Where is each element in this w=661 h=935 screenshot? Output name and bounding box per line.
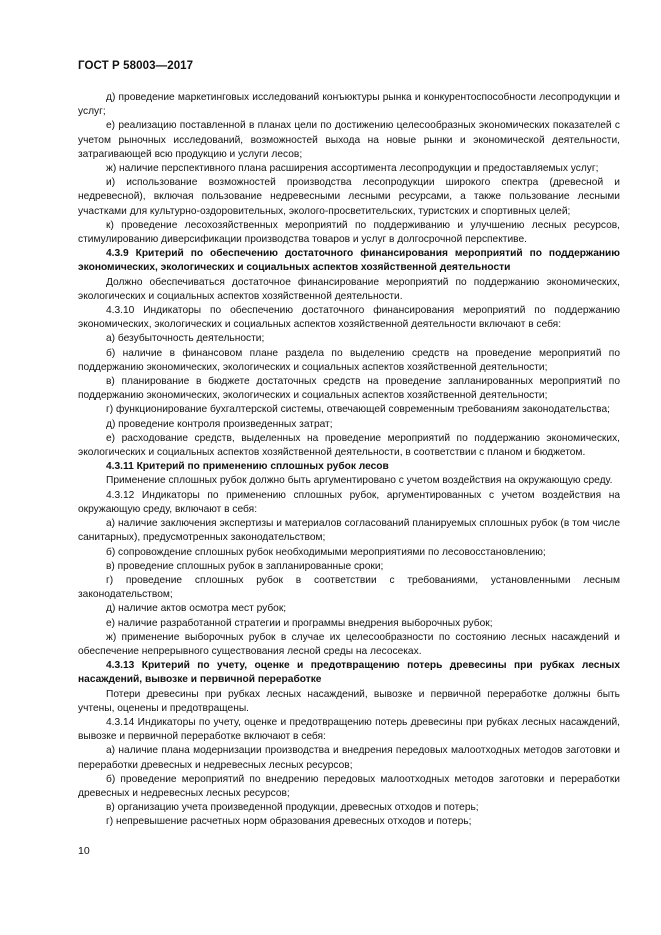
paragraph: д) наличие актов осмотра мест рубок; <box>106 603 287 615</box>
paragraph: а) безубыточность деятельности; <box>106 333 265 345</box>
paragraph: б) наличие в финансовом плане раздела по выделению средств на проведение мероприятий по поддержанию экономических, экологических и социальных аспектов хозяйственной деятельности; <box>78 347 620 373</box>
paragraph: е) реализацию поставленной в планах цели по достижению целесообразных экономических показателей с учетом рыночных исследований, возможностей выхода на новые рынки и экономической деятельности, затрагивающей всю продукцию и услуги лесов; <box>78 120 620 160</box>
paragraph: е) расходование средств, выделенных на проведение мероприятий по поддержанию экономических, экологических и социальных аспектов хозяйственной деятельности, в соответствии с планом и бюджетом. <box>78 432 620 459</box>
section-heading: 4.3.13 Критерий по учету, оценке и предотвращению потерь древесины при рубках лесных насаждений, вывозке и первичной переработке <box>78 660 620 686</box>
paragraph: е) наличие разработанной стратегии и программы внедрения выборочных рубок; <box>106 617 493 629</box>
paragraph: г) проведение сплошных рубок в соответствии с требованиями, установленными лесным законодательством; <box>78 574 620 601</box>
paragraph: в) планирование в бюджете достаточных средств на проведение запланированных мероприятий по поддержанию экономических, экологических и социальных аспектов хозяйственной деятельности; <box>78 376 620 402</box>
section-heading: 4.3.9 Критерий по обеспечению достаточного финансирования мероприятий по поддержанию экономических, экологических и социальных аспектов хозяйственной деятельности <box>78 248 620 274</box>
paragraph: д) проведение контроля произведенных затрат; <box>106 418 333 430</box>
paragraph: к) проведение лесохозяйственных мероприятий по поддерживанию и улучшению лесных ресурсов, стимулированию диверсификации производства товаров и услуг в долгосрочной перспективе. <box>78 219 620 246</box>
paragraph: 4.3.14 Индикаторы по учету, оценке и предотвращению потерь древесины при рубках лесных насаждений, вывозке и первичной переработке включают в себя: <box>78 716 620 743</box>
paragraph: в) проведение сплошных рубок в запланированные сроки; <box>106 560 384 572</box>
paragraph: а) наличие заключения экспертизы и материалов согласований планируемых сплошных рубок (в том числе санитарных), предусмотренных законодательством; <box>78 518 620 544</box>
paragraph: б) сопровождение сплошных рубок необходимыми мероприятиями по лесовосстановлению; <box>106 546 546 558</box>
paragraph: Должно обеспечиваться достаточное финансирование мероприятий по поддержанию экономических, экологических и социальных аспектов хозяйственной деятельности. <box>78 276 620 302</box>
paragraph: б) проведение мероприятий по внедрению передовых малоотходных методов заготовки и переработки древесных и недревесных лесных ресурсов; <box>78 773 620 799</box>
page-number: 10 <box>78 845 90 857</box>
paragraph: д) проведение маркетинговых исследований конъюктуры рынка и конкурентоспособности лесопродукции и услуг; <box>78 92 620 118</box>
document-header: ГОСТ Р 58003—2017 <box>78 60 194 72</box>
paragraph: ж) наличие перспективного плана расширения ассортимента лесопродукции и предоставляемых услуг; <box>106 163 599 175</box>
paragraph: и) использование возможностей производства лесопродукции широкого спектра (древесной и недревесной), включая пользование недревесными лесными ресурсами, а также пользование лесными участками для культурно-оздоровительных, эколого-просветительских, туристских и спортивных целей; <box>78 177 620 217</box>
paragraph: в) организацию учета произведенной продукции, древесных отходов и потерь; <box>106 802 479 814</box>
paragraph: ж) применение выборочных рубок в случае их целесообразности по состоянию лесных насаждений и обеспечение непрерывного существования лесной среды на лесосеках. <box>78 631 620 657</box>
paragraph: Применение сплошных рубок должно быть аргументировано с учетом воздействия на окружающую среду. <box>106 475 613 487</box>
paragraph: а) наличие плана модернизации производства и внедрения передовых малоотходных методов заготовки и переработки древесных и недревесных лесных ресурсов; <box>78 745 620 771</box>
paragraph: 4.3.12 Индикаторы по применению сплошных рубок, аргументированных с учетом воздействия на окружающую среду, включают в себя: <box>78 489 620 515</box>
paragraph: 4.3.10 Индикаторы по обеспечению достаточного финансирования мероприятий по поддержанию экономических, экологических и социальных аспектов хозяйственной деятельности включают в себя: <box>78 305 620 331</box>
document-body <box>78 91 620 830</box>
section-heading: 4.3.11 Критерий по применению сплошных рубок лесов <box>106 461 389 473</box>
paragraph: г) функционирование бухгалтерской системы, отвечающей современным требованиям законодательства; <box>106 404 610 416</box>
paragraph: Потери древесины при рубках лесных насаждений, вывозке и первичной переработке должны быть учтены, оценены и предотвращены. <box>78 688 620 714</box>
paragraph: г) непревышение расчетных норм образования древесных отходов и потерь; <box>106 816 472 828</box>
